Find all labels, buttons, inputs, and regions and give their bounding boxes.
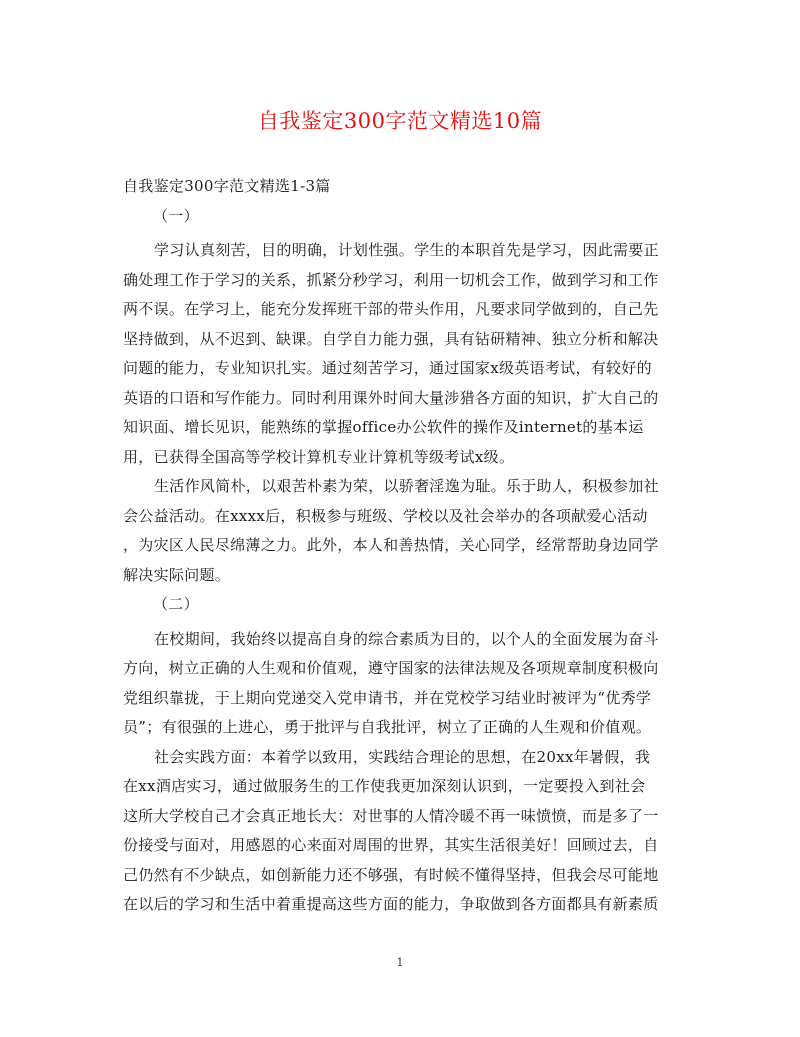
paragraph-line: 生活作风简朴，以艰苦朴素为荣，以骄奢淫逸为耻。乐于助人，积极参加社: [154, 477, 659, 495]
paragraph-line: 这所大学校自己才会真正地长大：对世事的人情冷暖不再一味愤愤，而是多了一: [123, 806, 659, 825]
paragraph-line: 问题的能力，专业知识扎实。通过刻苦学习，通过国家x级英语考试，有较好的: [123, 359, 652, 377]
paragraph-line: 坚持做到，从不迟到、缺课。自学自力能力强，具有钻研精神、独立分析和解决: [123, 329, 659, 348]
paragraph-line: 在以后的学习和生活中着重提高这些方面的能力，争取做到各方面都具有新素质: [123, 895, 659, 913]
paragraph-life: [123, 472, 683, 590]
paragraph-line: 党组织靠拢，于上期向党递交入党申请书，并在党校学习结业时被评为“优秀学: [123, 688, 652, 707]
paragraph-line: 解决实际问题。: [123, 565, 231, 584]
document-body: [123, 172, 683, 920]
paragraph-study: [123, 236, 683, 472]
paragraph-line: ，为灾区人民尽绵薄之力。此外，本人和善热情，关心同学，经常帮助身边同学: [123, 536, 659, 554]
subtitle: 自我鉴定300字范文精选1-3篇: [123, 177, 331, 195]
paragraph-line: 确处理工作于学习的关系，抓紧分秒学习，利用一切机会工作，做到学习和工作: [123, 270, 659, 289]
section-two-label: （二）: [153, 595, 199, 613]
paragraph-practice: [123, 743, 683, 920]
paragraph-line: 会公益活动。在xxxx后，积极参与班级、学校以及社会举办的各项献爱心活动: [123, 506, 648, 525]
paragraph-line: 社会实践方面：本着学以致用，实践结合理论的思想，在20xx年暑假，我: [154, 747, 651, 766]
page-number: 1: [396, 956, 404, 969]
paragraph-line: 两不误。在学习上，能充分发挥班干部的带头作用，凡要求同学做到的，自己先: [123, 300, 659, 318]
paragraph-school: [123, 625, 683, 743]
document-title: 自我鉴定300字范文精选10篇: [257, 109, 543, 133]
paragraph-line: 学习认真刻苦，目的明确，计划性强。学生的本职首先是学习，因此需要正: [154, 241, 659, 259]
paragraph-line: 在xx酒店实习，通过做服务生的工作使我更加深刻认识到，一定要投入到社会: [123, 777, 646, 795]
paragraph-line: 方向，树立正确的人生观和价值观，遵守国家的法律法规及各项规章制度积极向: [123, 659, 659, 677]
paragraph-line: 用，已获得全国高等学校计算机专业计算机等级考试x级。: [123, 447, 515, 466]
paragraph-line: 己仍然有不少缺点，如创新能力还不够强，有时候不懂得坚持，但我会尽可能地: [123, 865, 659, 884]
paragraph-line: 员”；有很强的上进心，勇于批评与自我批评，树立了正确的人生观和价值观。: [123, 718, 652, 736]
paragraph-line: 在校期间，我始终以提高自身的综合素质为目的，以个人的全面发展为奋斗: [154, 629, 659, 648]
paragraph-line: 英语的口语和写作能力。同时利用课外时间大量涉猎各方面的知识，扩大自己的: [123, 388, 659, 407]
paragraph-line: 知识面、增长见识，能熟练的掌握office办公软件的操作及internet的基本运: [123, 418, 644, 436]
paragraph-line: 份接受与面对，用感恩的心来面对周围的世界，其实生活很美好！回顾过去，自: [123, 836, 659, 854]
section-one-label: （一）: [153, 206, 199, 225]
